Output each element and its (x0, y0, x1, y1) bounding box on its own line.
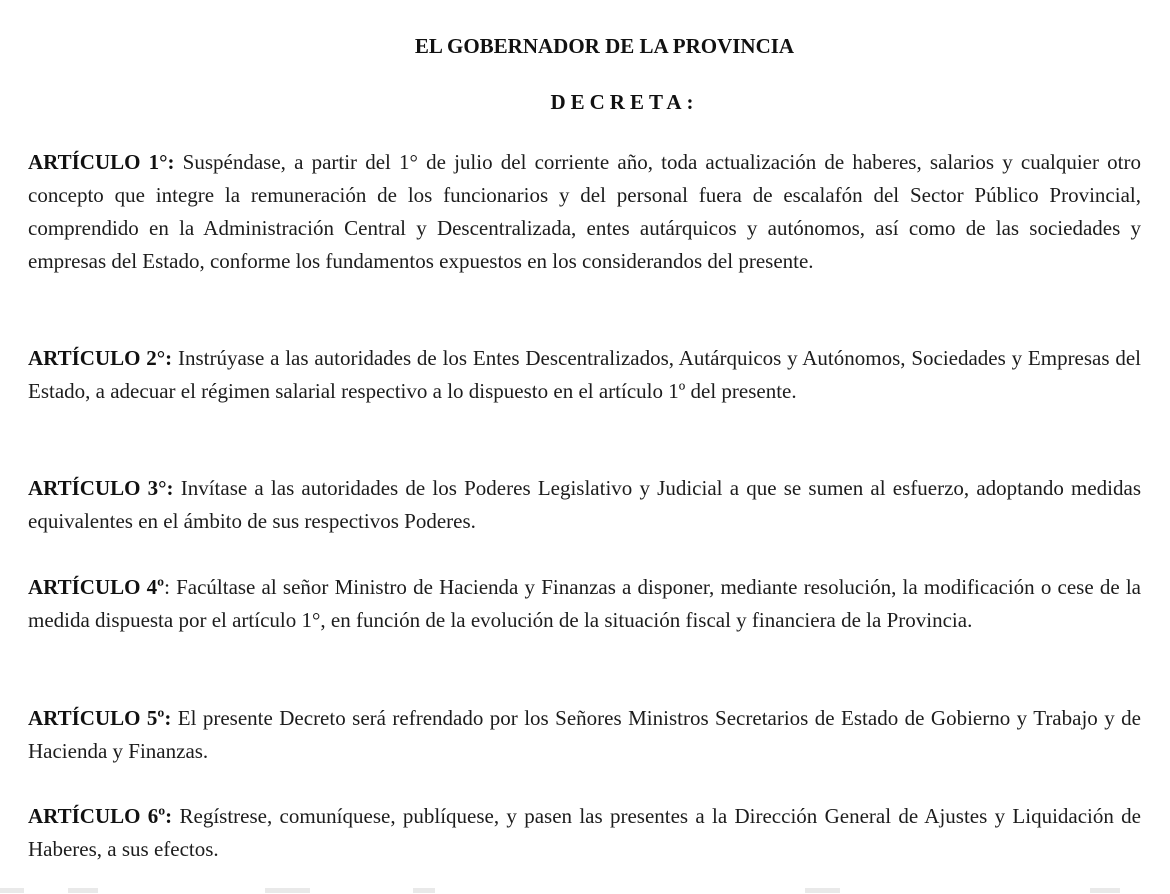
text-fragment (1090, 888, 1120, 893)
cut-off-text-fragments (0, 888, 1170, 894)
article-2 (28, 342, 1141, 408)
article-text: Suspéndase, a partir del 1° de julio del corriente año, toda actualización de haberes, salarios y cualquier otro concepto que integre la remuneración de los funcionarios y del personal fuera de escalafón del Sector Público Provincial, comprendido en la Administración Central y Descentralizada, entes autárquicos y autónomos, así como de las sociedades y empresas del Estado, conforme los fundamentos expuestos en los considerandos del presente. (28, 150, 1141, 273)
article-1 (28, 146, 1141, 278)
text-fragment (413, 888, 435, 893)
article-text: : Facúltase al señor Ministro de Hacienda y Finanzas a disponer, mediante resolución, la modificación o cese de la medida dispuesta por el artículo 1°, en función de la evolución de la situación fiscal y financiera de la Provincia. (28, 575, 1141, 632)
text-fragment (68, 888, 98, 893)
article-6 (28, 800, 1141, 866)
document-subheading: DECRETA: (550, 90, 699, 114)
article-text: Invítase a las autoridades de los Poderes Legislativo y Judicial a que se sumen al esfuerzo, adoptando medidas equivalentes en el ámbito de sus respectivos Poderes. (28, 476, 1141, 533)
article-5 (28, 702, 1141, 768)
article-label: ARTÍCULO 4º (28, 575, 165, 599)
article-label: ARTÍCULO 1°: (28, 150, 175, 174)
article-label: ARTÍCULO 3°: (28, 476, 174, 500)
article-text: Regístrese, comuníquese, publíquese, y pasen las presentes a la Dirección General de Ajustes y Liquidación de Haberes, a sus efectos. (28, 804, 1142, 861)
article-text: El presente Decreto será refrendado por los Señores Ministros Secretarios de Estado de Gobierno y Trabajo y de Hacienda y Finanzas. (28, 706, 1141, 763)
article-3 (28, 472, 1141, 538)
text-fragment (0, 888, 24, 893)
text-fragment (265, 888, 310, 893)
article-text: Instrúyase a las autoridades de los Entes Descentralizados, Autárquicos y Autónomos, Sociedades y Empresas del Estado, a adecuar el régimen salarial respectivo a lo dispuesto en el artículo 1º del presente. (28, 346, 1142, 403)
article-label: ARTÍCULO 2°: (28, 346, 173, 370)
document-heading: EL GOBERNADOR DE LA PROVINCIA (414, 34, 795, 58)
article-label: ARTÍCULO 5º: (28, 706, 172, 730)
article-label: ARTÍCULO 6º: (28, 804, 173, 828)
article-4 (28, 571, 1141, 637)
text-fragment (805, 888, 840, 893)
